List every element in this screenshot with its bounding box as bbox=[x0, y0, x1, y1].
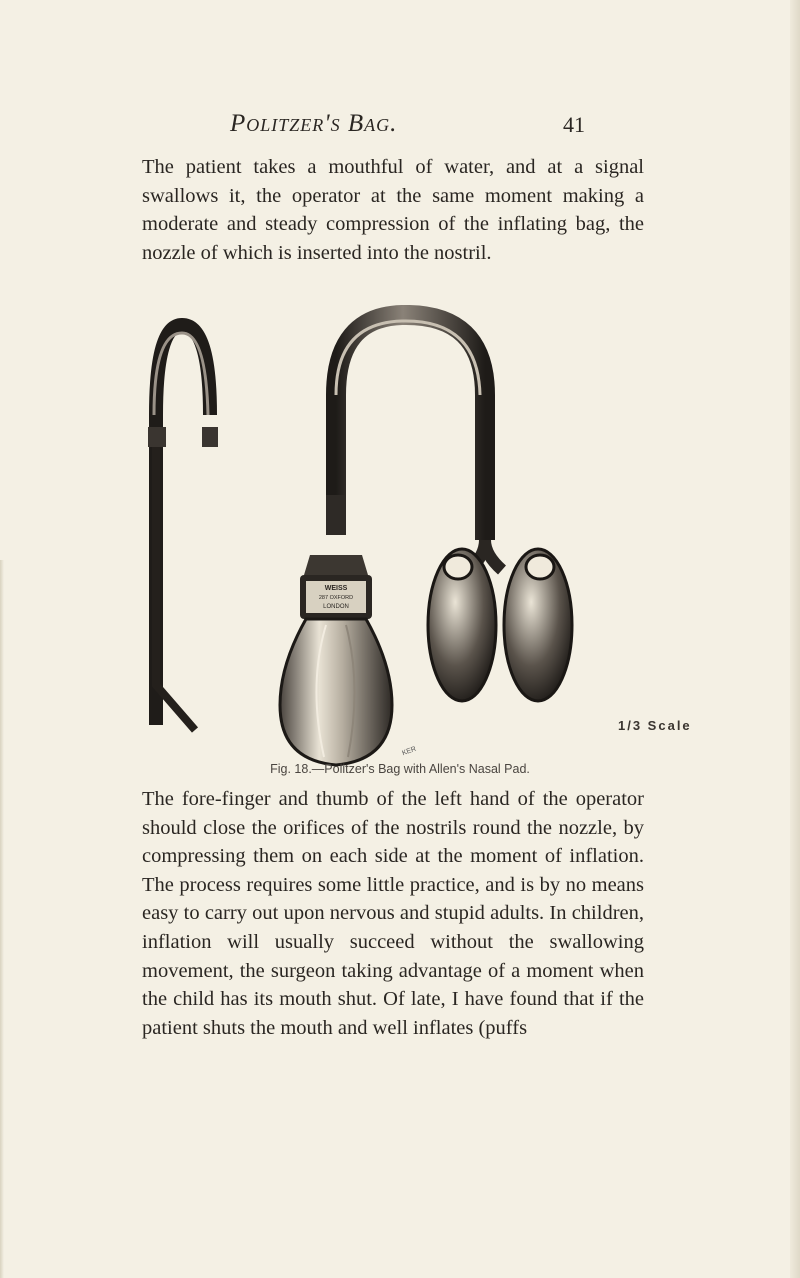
bag-collar bbox=[300, 495, 372, 619]
nozzle-tube bbox=[148, 325, 218, 730]
nasal-pad-left bbox=[428, 549, 496, 701]
page-edge-left-shadow bbox=[0, 560, 4, 1278]
maker-label-line-2: 287 OXFORD bbox=[318, 595, 354, 601]
connecting-tube bbox=[336, 315, 502, 570]
maker-label-line-3: LONDON bbox=[323, 604, 349, 610]
page-number: 41 bbox=[563, 112, 585, 137]
politzer-bag-illustration bbox=[140, 305, 640, 770]
maker-label-line-1: WEISS bbox=[324, 585, 348, 592]
paragraph-1: The patient takes a mouthful of water, and at a signal swallows it, the operator at the same moment making a moderate and steady compression of the inflating bag, the nozzle of which is inserted into the nostril. bbox=[142, 156, 644, 264]
running-title: Politzer's Bag. bbox=[230, 110, 398, 137]
nasal-pad-right bbox=[504, 549, 572, 701]
scale-label: 1/3 Scale bbox=[618, 718, 692, 733]
figure-caption: Fig. 18.—Politzer's Bag with Allen's Nasal Pad. bbox=[270, 762, 530, 776]
page-edge-shadow bbox=[790, 0, 800, 1278]
paragraph-2: The fore-finger and thumb of the left hand of the operator should close the orifices of the nostrils round the nozzle, by compressing them on each side at the moment of inflation. The process requires some little practice, and is by no means easy to carry out upon nervous and stupid adults. In children, inflation will usually succeed without the swallowing movement, the surgeon taking advantage of a moment when the child has its mouth shut. Of late, I have found that if the patient shuts the mouth and well inflates (puffs bbox=[142, 788, 644, 1039]
rubber-bulb bbox=[280, 619, 392, 765]
engraver-mark: KER bbox=[401, 745, 418, 758]
